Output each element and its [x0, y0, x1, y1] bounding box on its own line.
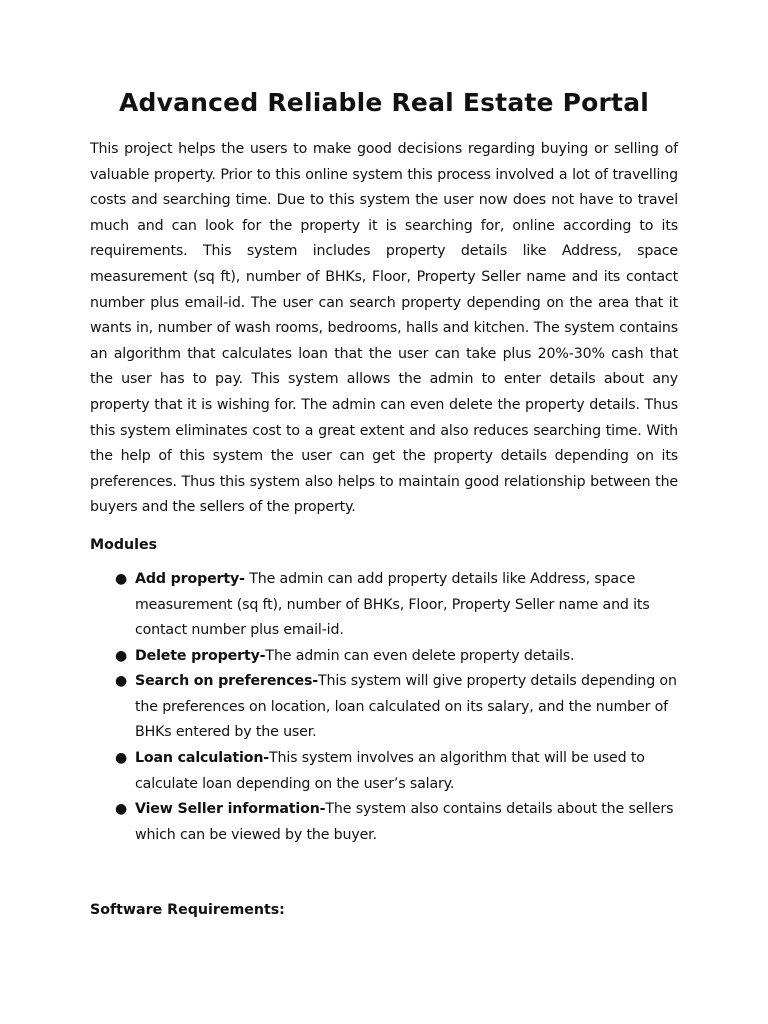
module-name: Loan calculation-: [135, 750, 270, 767]
bullet-icon: ●: [115, 570, 128, 587]
module-item-delete-property: [115, 644, 678, 670]
module-name: Delete property-: [135, 647, 266, 664]
module-desc: The system also contains details about the sellers which can be viewed by the buyer.: [135, 801, 674, 843]
module-desc: This system involves an algorithm that will be used to calculate loan depending on the user’s salary.: [135, 750, 645, 792]
module-name: View Seller information-: [135, 801, 326, 818]
module-desc: The admin can even delete property details.: [265, 647, 575, 664]
software-requirements-heading: Software Requirements:: [90, 902, 285, 919]
module-name: Search on preferences-: [135, 673, 319, 690]
bullet-icon: ●: [115, 647, 128, 664]
modules-heading: Modules: [90, 536, 158, 553]
module-desc: This system will give property details depending on the preferences on location, loan calculated on its salary, and the number of BHKs entered by the user.: [135, 673, 677, 741]
document-title: Advanced Reliable Real Estate Portal: [118, 88, 650, 117]
intro-paragraph: This project helps the users to make good decisions regarding buying or selling of valuable property. Prior to this online system this process involved a lot of travelling costs and searching time. Due to this system the user now does not have to travel much and can look for the property it is searching for, online according to its requirements. This system includes property details like Address, space measurement (sq ft), number of BHKs, Floor, Property Seller name and its contact number plus email-id. The user can search property depending on the area that it wants in, number of wash rooms, bedrooms, halls and kitchen. The system contains an algorithm that calculates loan that the user can take plus 20%-30% cash that the user has to pay. This system allows the admin to enter details about any property that it is wishing for. The admin can even delete the property details. Thus this system eliminates cost to a great extent and also reduces searching time. With the help of this system the user can get the property details depending on its preferences. Thus this system also helps to maintain good relationship between the buyers and the sellers of the property.: [90, 141, 678, 516]
module-desc: The admin can add property details like Address, space measurement (sq ft), number of BHKs, Floor, Property Seller name and its contact number plus email-id.: [135, 570, 650, 639]
module-name: Add property-: [135, 570, 245, 587]
modules-list: [90, 567, 678, 849]
bullet-icon: ●: [115, 801, 128, 818]
module-item-loan-calculation: [115, 746, 678, 797]
bullet-icon: ●: [115, 673, 128, 690]
module-item-add-property: [115, 567, 678, 644]
bullet-icon: ●: [115, 750, 128, 767]
module-item-search-on-preferences: [115, 669, 678, 746]
module-item-view-seller-information: [115, 797, 678, 848]
